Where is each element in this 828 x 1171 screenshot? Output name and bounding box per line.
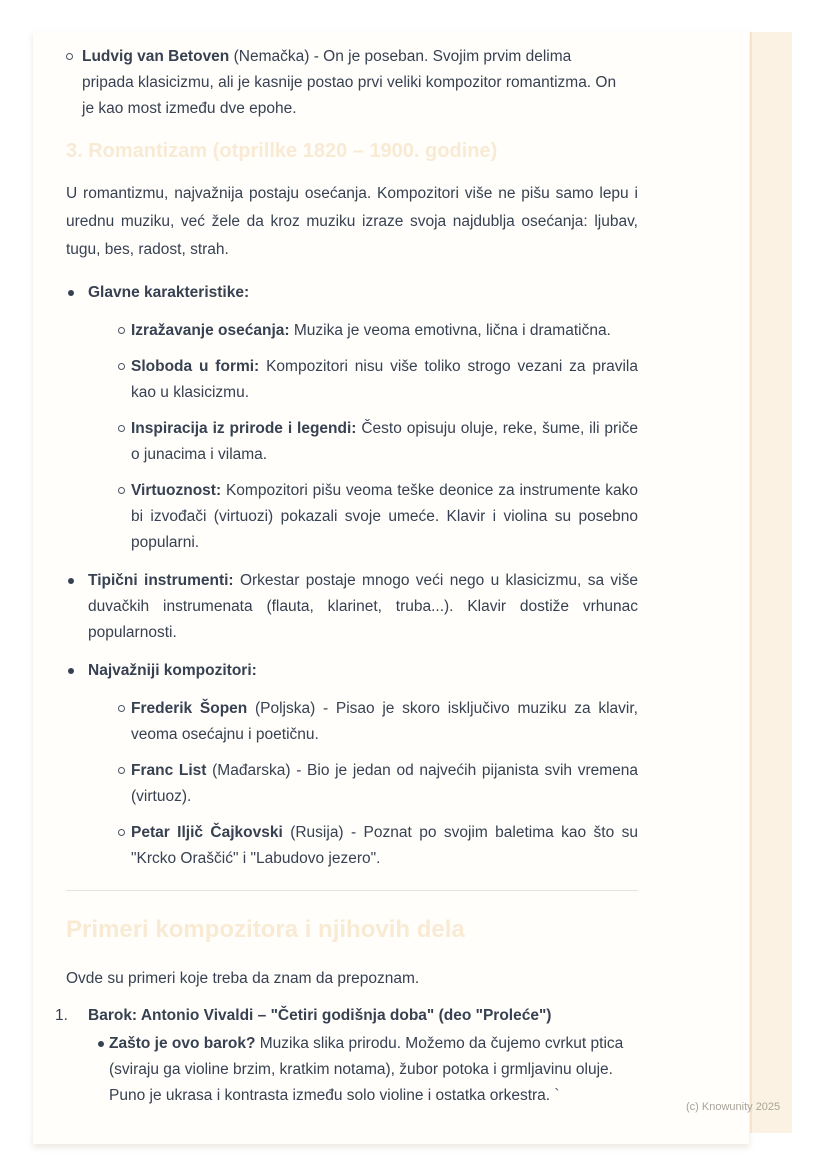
examples-heading: Primeri kompozitora i njihovih dela bbox=[66, 916, 465, 943]
list-item-bold: Najvažniji kompozitori: bbox=[88, 662, 257, 679]
list-item-sopen bbox=[118, 696, 638, 748]
composers-list bbox=[118, 696, 638, 872]
document-content bbox=[33, 32, 638, 1109]
list-item-text: Kompozitori pišu veoma teške deonice za instrumente kako bi izvođači (virtuozi) pokazali svoje umeće. Klavir i violina su posebno popularni. bbox=[131, 482, 639, 551]
bullet-circle-icon bbox=[118, 705, 125, 712]
list-item-text: Muzika je veoma emotivna, lična i dramatična. bbox=[293, 322, 611, 339]
right-page-band bbox=[750, 32, 792, 1133]
list-item-izrazavanje bbox=[118, 318, 638, 344]
list-item-instrumenti bbox=[66, 568, 638, 646]
bullet-disc-icon bbox=[68, 578, 74, 584]
list-item-bold: Glavne karakteristike: bbox=[88, 284, 250, 301]
list-item-text: Kompozitori nisu više toliko strogo vezani za pravila kao u klasicizmu. bbox=[131, 358, 638, 401]
list-item-betoven bbox=[66, 44, 621, 122]
example-item-barok bbox=[55, 1003, 638, 1109]
list-item-list bbox=[118, 758, 638, 810]
romantizam-list bbox=[66, 280, 638, 872]
list-item-bold: Frederik Šopen bbox=[131, 700, 248, 717]
bullet-disc-icon bbox=[68, 290, 74, 296]
list-item-characteristics bbox=[66, 280, 638, 556]
item-number: 1. bbox=[55, 1007, 68, 1024]
divider bbox=[66, 890, 638, 891]
section-heading-romantizam: 3. Romantizam (otprillke 1820 – 1900. godine) bbox=[66, 140, 498, 162]
bullet-circle-icon bbox=[118, 767, 125, 774]
list-item-text: Muzika slika prirodu. Možemo da čujemo cvrkut ptica (sviraju ga violine brzim, kratkim notama), žubor potoka i grmljavinu oluje. Puno je ukrasa i kontrasta između solo violine i ostatka orkestra. ` bbox=[109, 1035, 624, 1104]
list-item-text: (Mađarska) - Bio je jedan od najvećih pijanista svih vremena (virtuoz). bbox=[131, 762, 638, 805]
list-item-bold: Ludvig van Betoven bbox=[82, 48, 230, 65]
list-item-inspiracija bbox=[118, 416, 638, 468]
list-item-cajkovski bbox=[118, 820, 638, 872]
bullet-circle-icon bbox=[118, 829, 125, 836]
list-item-bold: Izražavanje osećanja: bbox=[131, 322, 290, 339]
list-item-text: Orkestar postaje mnogo veći nego u klasicizmu, sa više duvačkih instrumenata (flauta, klarinet, truba...). Klavir dostiže vrhunac popularnosti. bbox=[88, 572, 638, 641]
list-item-sloboda bbox=[118, 354, 638, 406]
list-item-bold: Franc List bbox=[131, 762, 207, 779]
numbered-list bbox=[55, 1003, 638, 1109]
list-item-bold: Inspiracija iz prirode i legendi: bbox=[131, 420, 357, 437]
bullet-disc-icon bbox=[68, 668, 74, 674]
list-item-bold: Tipični instrumenti: bbox=[88, 572, 234, 589]
carryover-list bbox=[66, 44, 638, 122]
characteristics-list bbox=[118, 318, 638, 556]
paragraph-romantizam-intro: U romantizmu, najvažnija postaju osećanja. Kompozitori više ne pišu samo lepu i urednu muziku, već žele da kroz muziku izraze svoja najdublja osećanja: ljubav, tugu, bes, radost, strah. bbox=[66, 185, 638, 258]
bullet-circle-icon bbox=[118, 327, 125, 334]
list-item-bold: Petar Iljič Čajkovski bbox=[131, 824, 283, 841]
list-item-kompozitori bbox=[66, 658, 638, 872]
paragraph-examples-intro: Ovde su primeri koje treba da znam da prepoznam. bbox=[66, 970, 420, 987]
watermark: (c) Knowunity 2025 bbox=[686, 1101, 781, 1113]
list-item-bold: Zašto je ovo barok? bbox=[109, 1035, 256, 1052]
list-item-zasto-barok bbox=[96, 1031, 638, 1109]
bullet-circle-icon bbox=[118, 363, 125, 370]
bullet-circle-icon bbox=[66, 53, 73, 60]
example-points-list bbox=[96, 1031, 638, 1109]
list-item-text: (Rusija) - Poznat po svojim baletima kao što su "Krcko Oraščić" i "Labudovo jezero". bbox=[131, 824, 638, 867]
bullet-disc-icon bbox=[98, 1041, 104, 1047]
document-page bbox=[33, 32, 749, 1144]
list-item-bold: Sloboda u formi: bbox=[131, 358, 260, 375]
bullet-circle-icon bbox=[118, 487, 125, 494]
list-item-bold: Virtuoznost: bbox=[131, 482, 222, 499]
example-title: Barok: Antonio Vivaldi – "Četiri godišnja doba" (deo "Proleće") bbox=[88, 1007, 552, 1024]
list-item-text: (Poljska) - Pisao je skoro isključivo muziku za klavir, veoma osećajnu i poetičnu. bbox=[131, 700, 638, 743]
list-item-text: Često opisuju oluje, reke, šume, ili priče o junacima i vilama. bbox=[131, 420, 639, 463]
list-item-virtuoznost bbox=[118, 478, 638, 556]
bullet-circle-icon bbox=[118, 425, 125, 432]
list-item-text: (Nemačka) - On je poseban. Svojim prvim delima pripada klasicizmu, ali je kasnije postao prvi veliki kompozitor romantizma. On je kao most između dve epohe. bbox=[82, 48, 617, 117]
